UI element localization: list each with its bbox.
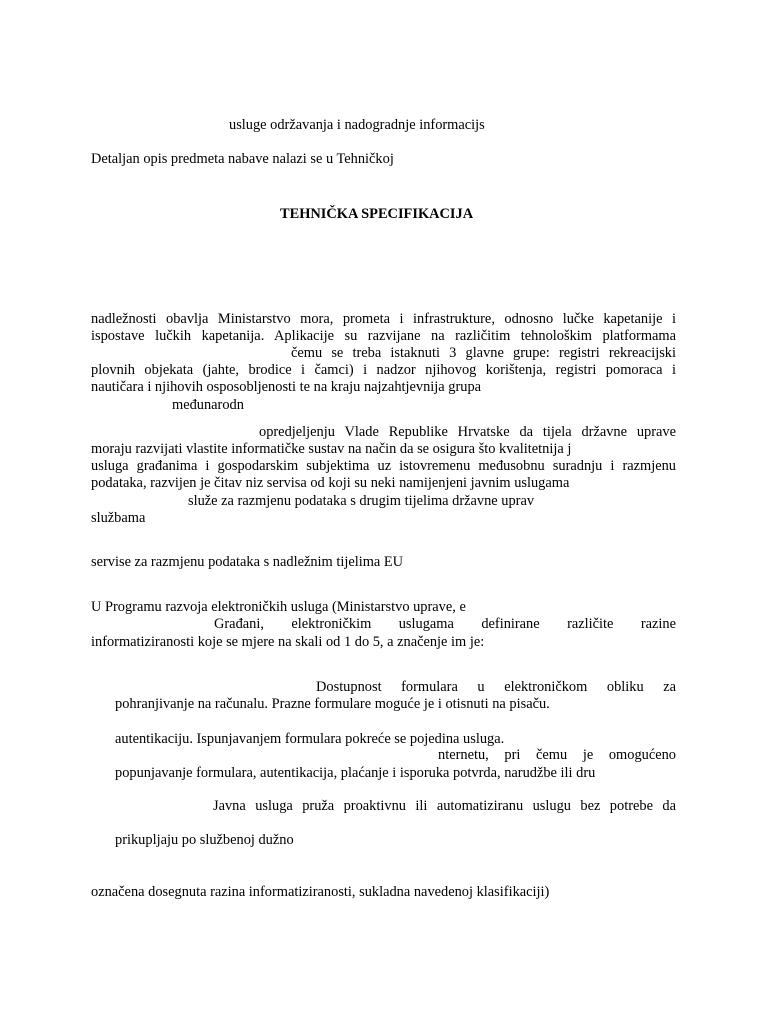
text-line: služe za razmjenu podataka s drugim tijelima državne uprav: [188, 493, 535, 509]
text-line: opredjeljenju Vlade Republike Hrvatske da tijela državne uprave: [259, 424, 676, 440]
text-line: usluge održavanja i nadogradnje informacijs: [229, 117, 485, 133]
text-line: moraju razvijati vlastite informatičke sustav na način da se osigura što kvalitetnija j: [91, 441, 572, 457]
text-line: međunarodn: [172, 397, 244, 413]
text-line: prikupljaju po službenoj dužno: [115, 832, 294, 848]
text-line: nadležnosti obavlja Ministarstvo mora, prometa i infrastrukture, odnosno lučke kapetanije i: [91, 311, 676, 327]
text-line: službama: [91, 510, 146, 526]
text-line: čemu se treba istaknuti 3 glavne grupe: registri rekreacijski: [291, 345, 676, 361]
section-title: TEHNIČKA SPECIFIKACIJA: [280, 206, 474, 222]
text-line: autentikaciju. Ispunjavanjem formulara pokreće se pojedina usluga.: [115, 731, 505, 747]
text-line: podataka, razvijen je čitav niz servisa od koji su neki namijenjeni javnim uslugama: [91, 475, 570, 491]
text-line: Javna usluga pruža proaktivnu ili automatiziranu uslugu bez potrebe da: [213, 798, 676, 814]
text-line: popunjavanje formulara, autentikacija, plaćanje i isporuka potvrda, narudžbe ili dru: [115, 765, 596, 781]
text-line: servise za razmjenu podataka s nadležnim tijelima EU: [91, 554, 404, 570]
text-line: nternetu, pri čemu je omogućeno: [438, 747, 676, 763]
text-line: Dostupnost formulara u elektroničkom obliku za: [316, 679, 676, 695]
text-line: Građani, elektroničkim uslugama definirane različite razine: [214, 616, 676, 632]
text-line: ispostave lučkih kapetanija. Aplikacije su razvijane na različitim tehnološkim platformama: [91, 328, 676, 344]
text-line: označena dosegnuta razina informatiziranosti, sukladna navedenoj klasifikaciji): [91, 884, 550, 900]
text-line: Detaljan opis predmeta nabave nalazi se u Tehničkoj: [91, 151, 394, 167]
text-line: U Programu razvoja elektroničkih usluga (Ministarstvo uprave, e: [91, 599, 466, 615]
text-line: nautičara i njihovih osposobljenosti te na kraju najzahtjevnija grupa: [91, 379, 482, 395]
text-line: pohranjivanje na računalu. Prazne formulare moguće je i otisnuti na pisaču.: [115, 696, 550, 712]
text-line: informatiziranosti koje se mjere na skali od 1 do 5, a značenje im je:: [91, 634, 485, 650]
text-line: usluga građanima i gospodarskim subjektima uz istovremenu međusobnu suradnju i razmjenu: [91, 458, 676, 474]
text-line: plovnih objekata (jahte, brodice i čamci) i nadzor njihovog korištenja, registri pomoraca i: [91, 362, 676, 378]
